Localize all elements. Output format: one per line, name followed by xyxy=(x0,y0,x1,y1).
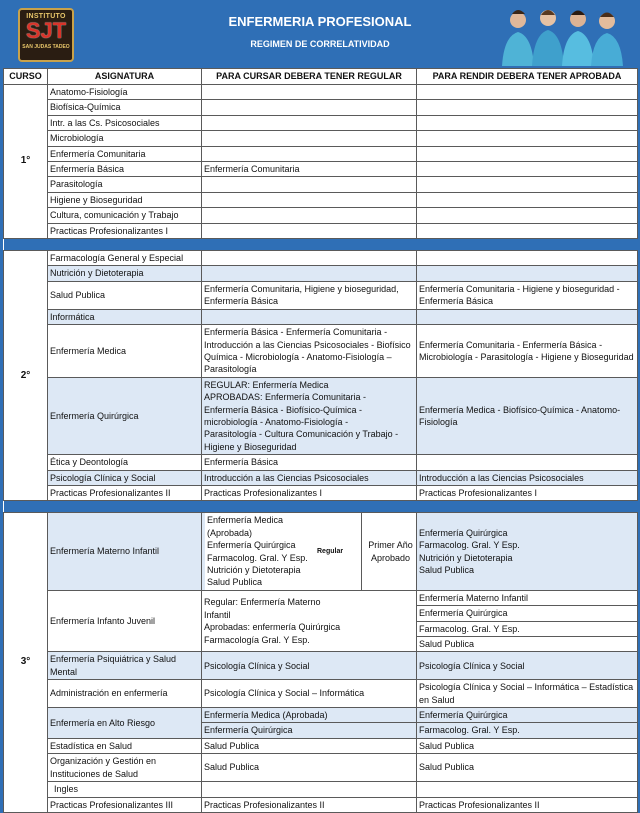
regular-cell: Practicas Profesionalizantes II xyxy=(202,797,417,812)
asignatura-cell: Salud Publica xyxy=(48,281,202,309)
asignatura-cell: Microbiología xyxy=(48,131,202,146)
regular-cell: Salud Publica xyxy=(202,738,417,753)
aprobada-cell: Salud Publica xyxy=(417,738,638,753)
regular-cell: Enfermería Básica xyxy=(202,455,417,470)
column-header-regular: PARA CURSAR DEBERA TENER REGULAR xyxy=(202,69,417,85)
page-header xyxy=(0,0,640,68)
asignatura-cell: Anatomo-Fisiología xyxy=(48,85,202,100)
requirement-line: Farmacología Gral. Y Esp. xyxy=(204,634,310,645)
asignatura-cell: Enfermería Comunitaria xyxy=(48,146,202,161)
requirement-line: Regular: Enfermería Materno xyxy=(204,597,321,608)
aprobada-cell: Psicología Clínica y Social – Informática – Estadística en Salud xyxy=(417,680,638,708)
asignatura-cell: Informática xyxy=(48,309,202,324)
regular-cell: Salud Publica xyxy=(202,754,417,782)
regular-cell xyxy=(202,782,417,797)
requirement-line: microbiología - Anatomo-Fisiología - xyxy=(204,416,349,427)
requirement-line: Farmacolog. Gral. Y Esp. xyxy=(207,552,308,563)
regular-cell: Practicas Profesionalizantes I xyxy=(202,485,417,500)
correlatividad-table xyxy=(3,68,638,813)
logo-main-text: SJT xyxy=(25,18,67,43)
regular-cell xyxy=(202,177,417,192)
regular-cell xyxy=(202,100,417,115)
column-header-aprobada: PARA RENDIR DEBERA TENER APROBADA xyxy=(417,69,638,85)
asignatura-cell: Enfermería Medica xyxy=(48,325,202,378)
aprobada-cell: Enfermería Comunitaria - Enfermería Básica - Microbiología - Parasitología - Higiene y Bioseguridad xyxy=(417,325,638,378)
regular-cell xyxy=(202,208,417,223)
regular-cell xyxy=(202,251,417,266)
asignatura-cell: Organización y Gestión en Instituciones de Salud xyxy=(48,754,202,782)
aprobada-cell: Enfermería Comunitaria - Higiene y bioseguridad - Enfermería Básica xyxy=(417,281,638,309)
regular-cell: Enfermería Básica - Enfermería Comunitaria - Introducción a las Ciencias Psicosociales - Biofísico Química - Microbiología - Anatomo-Fisiología – Parasitología xyxy=(202,325,417,378)
aprobada-cell: Practicas Profesionalizantes I xyxy=(417,485,638,500)
table-row xyxy=(4,146,638,161)
asignatura-cell: Estadística en Salud xyxy=(48,738,202,753)
asignatura-cell: Enfermería Infanto Juvenil xyxy=(48,590,202,652)
table-row xyxy=(4,115,638,130)
regular-list xyxy=(205,513,317,589)
table-row xyxy=(4,85,638,100)
asignatura-cell: Ingles xyxy=(48,782,202,797)
asignatura-cell: Parasitología xyxy=(48,177,202,192)
regular-cell xyxy=(202,223,417,238)
regular-cell: Psicología Clínica y Social xyxy=(202,652,417,680)
aprobada-cell: Enfermería Quirúrgica xyxy=(417,708,638,723)
asignatura-cell: Enfermería Básica xyxy=(48,162,202,177)
materno-regular-block xyxy=(205,513,419,589)
asignatura-cell: Biofísica-Química xyxy=(48,100,202,115)
asignatura-cell: Higiene y Bioseguridad xyxy=(48,192,202,207)
aprobada-cell: Enfermería Medica - Biofísico-Química - Anatomo-Fisiología xyxy=(417,377,638,454)
table-row xyxy=(4,223,638,238)
asignatura-cell: Practicas Profesionalizantes I xyxy=(48,223,202,238)
regular-cell xyxy=(202,266,417,281)
regular-cell: Enfermería Medica (Aprobada) xyxy=(202,708,417,723)
regular-cell xyxy=(202,115,417,130)
aprobada-cell xyxy=(417,85,638,100)
section-gap xyxy=(4,239,638,251)
nurses-image xyxy=(490,6,630,66)
table-row xyxy=(4,162,638,177)
aprobada-cell xyxy=(417,513,638,590)
aprobada-cell xyxy=(417,782,638,797)
regular-bracket xyxy=(317,513,362,589)
aprobada-cell: Introducción a las Ciencias Psicosociales xyxy=(417,470,638,485)
requirement-line: Salud Publica xyxy=(419,565,475,575)
table-row xyxy=(4,266,638,281)
asignatura-cell: Enfermería en Alto Riesgo xyxy=(48,708,202,739)
table-row xyxy=(4,377,638,454)
logo-bottom-text: SAN JUDAS TADEO xyxy=(22,44,70,50)
aprobada-cell: Practicas Profesionalizantes II xyxy=(417,797,638,812)
column-header-asignatura: ASIGNATURA xyxy=(48,69,202,85)
asignatura-cell: Cultura, comunicación y Trabajo xyxy=(48,208,202,223)
asignatura-cell: Farmacología General y Especial xyxy=(48,251,202,266)
aprobada-cell xyxy=(417,266,638,281)
year-3-label: 3° xyxy=(4,513,48,813)
aprobada-cell xyxy=(417,455,638,470)
aprobada-cell: Farmacolog. Gral. Y Esp. xyxy=(417,621,638,636)
asignatura-cell: Enfermería Psiquiátrica y Salud Mental xyxy=(48,652,202,680)
asignatura-cell: Intr. a las Cs. Psicosociales xyxy=(48,115,202,130)
table-row xyxy=(4,325,638,378)
asignatura-cell: Administración en enfermería xyxy=(48,680,202,708)
requirement-line: Salud Publica xyxy=(207,577,263,588)
table-row xyxy=(4,485,638,500)
table-row xyxy=(4,513,638,590)
aprobada-cell xyxy=(417,177,638,192)
section-gap xyxy=(4,501,638,513)
regular-cell xyxy=(202,131,417,146)
table-row xyxy=(4,782,638,797)
asignatura-cell: Nutrición y Dietoterapia xyxy=(48,266,202,281)
table-row xyxy=(4,708,638,723)
asignatura-cell: Psicología Clínica y Social xyxy=(48,470,202,485)
requirement-line: Farmacolog. Gral. Y Esp. xyxy=(419,540,520,551)
table-row xyxy=(4,131,638,146)
table-row xyxy=(4,192,638,207)
regular-cell: Psicología Clínica y Social – Informática xyxy=(202,680,417,708)
regular-cell: Enfermería Quirúrgica xyxy=(202,723,417,738)
requirement-line: Enfermería Medica (Aprobada) xyxy=(207,515,284,538)
nurse-figure xyxy=(562,11,594,67)
primer-ano-note: Primer Año Aprobado xyxy=(362,513,420,589)
asignatura-cell: Practicas Profesionalizantes II xyxy=(48,485,202,500)
aprobada-cell xyxy=(417,146,638,161)
requirement-line: Infantil xyxy=(204,609,231,620)
requirement-line: Nutrición y Dietoterapia xyxy=(207,565,301,575)
aprobada-cell xyxy=(417,223,638,238)
nurse-figure xyxy=(532,10,564,66)
aprobada-cell xyxy=(417,115,638,130)
table-row xyxy=(4,754,638,782)
aprobada-cell: Enfermería Materno Infantil xyxy=(417,590,638,605)
table-row xyxy=(4,590,638,605)
table-row xyxy=(4,797,638,812)
table-row xyxy=(4,470,638,485)
nurse-figure xyxy=(591,13,623,67)
column-header-curso: CURSO xyxy=(4,69,48,85)
aprobada-cell xyxy=(417,100,638,115)
regular-cell xyxy=(202,377,417,454)
requirement-line: Enfermería Quirúrgica xyxy=(207,540,296,551)
regular-cell xyxy=(202,192,417,207)
aprobada-cell xyxy=(417,131,638,146)
requirement-line: Aprobadas: enfermería Quirúrgica xyxy=(204,622,341,633)
regular-cell xyxy=(202,85,417,100)
regular-tag: Regular xyxy=(317,548,344,556)
asignatura-cell: Practicas Profesionalizantes III xyxy=(48,797,202,812)
requirement-line: Nutrición y Dietoterapia xyxy=(419,552,513,563)
aprobada-cell xyxy=(417,192,638,207)
year-2-label: 2° xyxy=(4,251,48,501)
table-row xyxy=(4,100,638,115)
requirement-line: REGULAR: Enfermería Medica xyxy=(204,379,329,390)
asignatura-cell: Ética y Deontología xyxy=(48,455,202,470)
requirement-line: Parasitología - Cultura Comunicación y Trabajo - xyxy=(204,429,399,440)
aprobada-cell xyxy=(417,251,638,266)
regular-cell xyxy=(202,146,417,161)
regular-cell xyxy=(202,513,417,590)
regular-cell: Enfermería Comunitaria xyxy=(202,162,417,177)
table-row xyxy=(4,680,638,708)
page-title: ENFERMERIA PROFESIONAL xyxy=(228,14,412,29)
page-subtitle: REGIMEN DE CORRELATIVIDAD xyxy=(250,39,390,49)
table-row xyxy=(4,455,638,470)
aprobada-cell: Salud Publica xyxy=(417,754,638,782)
table-row xyxy=(4,652,638,680)
regular-cell xyxy=(202,590,417,652)
aprobada-cell xyxy=(417,208,638,223)
aprobada-cell: Salud Publica xyxy=(417,637,638,652)
table-row xyxy=(4,177,638,192)
aprobada-cell: Farmacolog. Gral. Y Esp. xyxy=(417,723,638,738)
nurse-figure xyxy=(502,10,534,66)
regular-cell: Enfermería Comunitaria, Higiene y bioseguridad, Enfermería Básica xyxy=(202,281,417,309)
requirement-line: Higiene y Bioseguridad xyxy=(204,441,297,452)
aprobada-cell xyxy=(417,162,638,177)
table-row xyxy=(4,309,638,324)
table-row xyxy=(4,251,638,266)
logo-top-text: INSTITUTO xyxy=(26,13,66,20)
requirement-line: APROBADAS: Enfermería Comunitaria - xyxy=(204,392,367,403)
table-row xyxy=(4,281,638,309)
aprobada-cell: Psicología Clínica y Social xyxy=(417,652,638,680)
table-header-row xyxy=(4,69,638,85)
aprobada-cell: Enfermería Quirúrgica xyxy=(417,606,638,621)
asignatura-cell: Enfermería Quirúrgica xyxy=(48,377,202,454)
regular-cell: Introducción a las Ciencias Psicosociales xyxy=(202,470,417,485)
requirement-line: Enfermería Básica - Biofísico-Química - xyxy=(204,404,363,415)
asignatura-cell: Enfermería Materno Infantil xyxy=(48,513,202,590)
regular-cell xyxy=(202,309,417,324)
table-row xyxy=(4,208,638,223)
aprobada-cell xyxy=(417,309,638,324)
requirement-line: Enfermería Quirúrgica xyxy=(419,527,508,538)
table-row xyxy=(4,738,638,753)
year-1-label: 1° xyxy=(4,85,48,239)
